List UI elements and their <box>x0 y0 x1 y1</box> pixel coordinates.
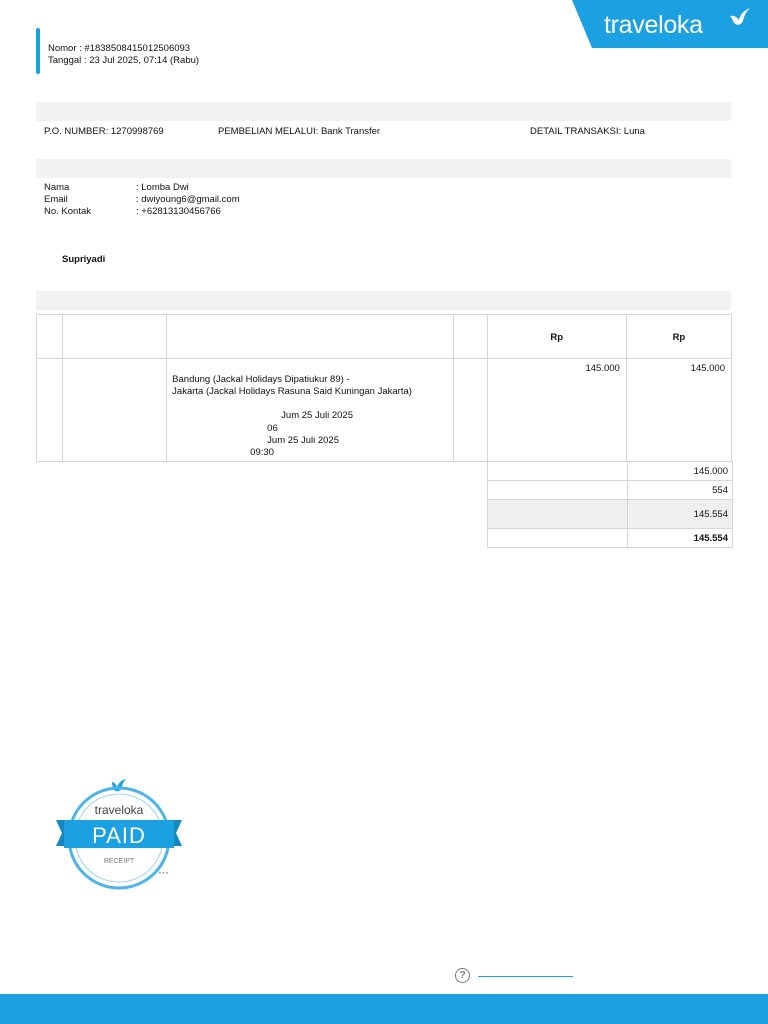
header-total-currency: Rp <box>626 315 731 359</box>
fee-label-cell <box>488 481 628 500</box>
items-table <box>36 314 732 462</box>
accent-bar <box>36 28 40 74</box>
customer-header-band <box>36 159 731 178</box>
depart-time: 06 <box>267 423 278 434</box>
depart-date: Jum 25 Juli 2025 <box>281 410 353 421</box>
customer-contact-label: No. Kontak <box>44 206 91 217</box>
header-cell-qty <box>453 315 487 359</box>
header-cell-description <box>167 315 453 359</box>
row-price: 145.000 <box>487 359 626 462</box>
arrive-time: 09:30 <box>250 447 274 458</box>
header-price-currency: Rp <box>487 315 626 359</box>
stamp-caption: RECEIPT <box>103 858 135 865</box>
table-row <box>37 359 732 462</box>
stamp-status: PAID <box>92 823 146 848</box>
stamp-brand: traveloka <box>94 803 144 817</box>
items-header-row <box>37 315 732 359</box>
customer-name-value: : Lomba Dwi <box>136 182 189 193</box>
passenger-name: Supriyadi <box>62 254 106 265</box>
header-cell-service <box>63 315 167 359</box>
subtotal-label-cell <box>488 462 628 481</box>
grand-total-label-cell <box>488 529 628 548</box>
invoice-date: Tanggal : 23 Jul 2025, 07:14 (Rabu) <box>48 55 200 66</box>
total-row <box>488 500 733 529</box>
subtotal-row <box>488 462 733 481</box>
subtotal-value: 145.000 <box>628 462 733 481</box>
row-cell-service <box>63 359 167 462</box>
customer-contact-value: : +6281313045676​6 <box>136 206 221 217</box>
customer-email-value: : dwiyoung6@gmail.com <box>136 194 240 205</box>
total-label-cell <box>488 500 628 529</box>
totals-table <box>487 461 733 548</box>
fee-row <box>488 481 733 500</box>
items-header-band <box>36 291 731 310</box>
po-number: P.O. NUMBER: 1270998769 <box>44 126 164 137</box>
row-cell-no <box>37 359 63 462</box>
purchase-method: PEMBELIAN MELALUI: Bank Transfer <box>218 126 381 137</box>
customer-email-label: Email <box>44 194 68 205</box>
footer-bar <box>0 994 768 1024</box>
bird-logo-icon <box>728 6 752 28</box>
route-line-2: Jakarta (Jackal Holidays Rasuna Said Kuningan Jakarta) <box>172 386 412 397</box>
grand-total-value: 145.554 <box>628 529 733 548</box>
fee-value: 554 <box>628 481 733 500</box>
grand-total-row <box>488 529 733 548</box>
transaction-header-band <box>36 102 731 121</box>
row-total: 145.000 <box>626 359 731 462</box>
transaction-detail: DETAIL TRANSAKSI: Luna <box>530 126 645 137</box>
total-value: 145.554 <box>628 500 733 529</box>
help-link-underline[interactable] <box>478 976 573 977</box>
paid-stamp <box>56 778 182 890</box>
svg-text:★★★: ★★★ <box>158 870 169 875</box>
question-circle-icon[interactable]: ? <box>455 968 470 983</box>
brand-logo-text: traveloka <box>604 11 703 39</box>
row-cell-qty <box>453 359 487 462</box>
route-line-1: Bandung (Jackal Holidays Dipatiukur 89) - <box>172 374 350 385</box>
customer-name-label: Nama <box>44 182 70 193</box>
header-cell-no <box>37 315 63 359</box>
row-cell-description <box>167 359 453 462</box>
arrive-date: Jum 25 Juli 2025 <box>267 435 339 446</box>
invoice-number: Nomor : #1838508415012506093 <box>48 43 191 54</box>
